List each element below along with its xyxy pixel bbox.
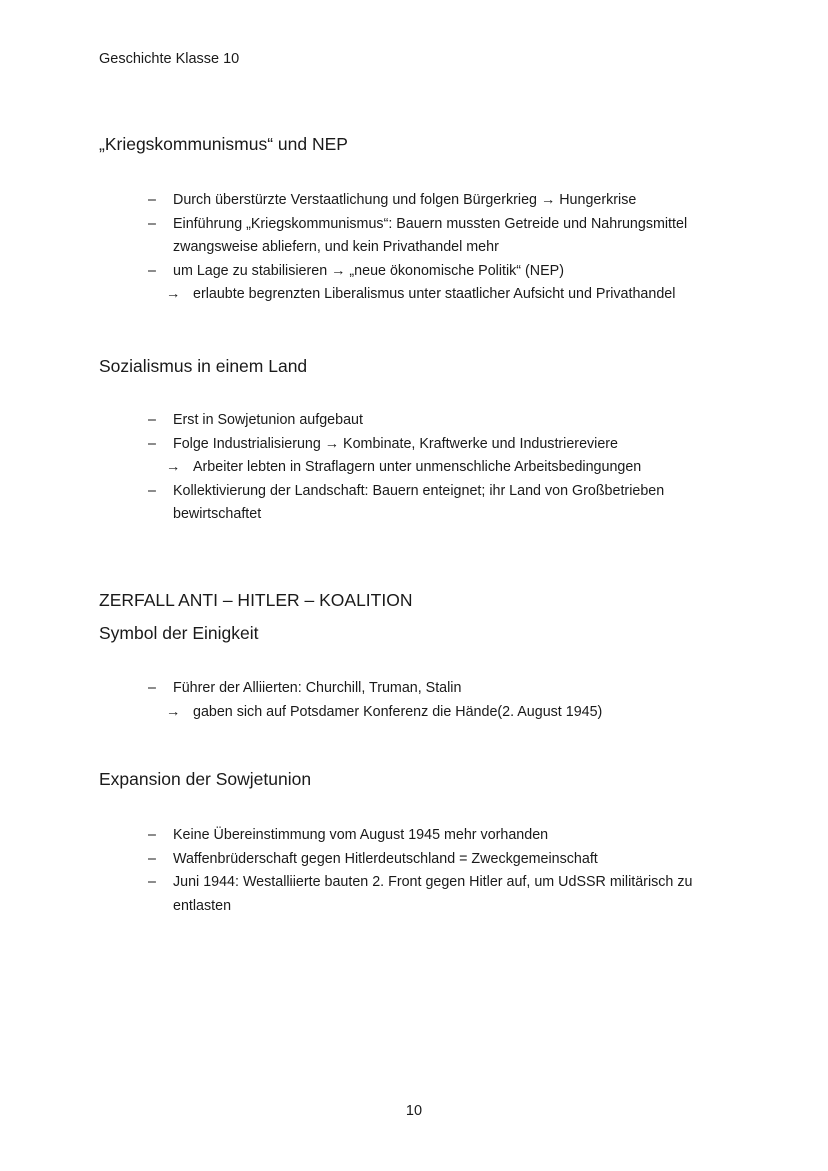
dash-bullet-icon: –	[148, 874, 156, 890]
dash-bullet-icon: –	[148, 850, 156, 867]
dash-bullet-icon: –	[148, 192, 156, 208]
section-kriegskommunismus	[99, 133, 749, 307]
section-heading: Sozialismus in einem Land	[99, 356, 308, 376]
list-item-text: erlaubte begrenzten Liberalismus unter staatlicher Aufsicht und Privathandel	[193, 286, 676, 302]
dash-bullet-icon: –	[148, 215, 156, 232]
list-item-text: Führer der Alliierten: Churchill, Truman, Stalin	[173, 680, 462, 696]
bullet-list	[99, 677, 749, 724]
list-item	[99, 677, 749, 701]
list-item	[99, 260, 749, 284]
list-item	[99, 848, 749, 872]
bullet-list	[99, 189, 749, 307]
dash-bullet-icon: –	[148, 412, 156, 428]
bullet-list	[99, 824, 749, 918]
list-item-text: gaben sich auf Potsdamer Konferenz die Hände(2. August 1945)	[193, 703, 603, 720]
list-item-text: Erst in Sowjetunion aufgebaut	[173, 412, 363, 428]
list-item-text: Folge Industrialisierung → Kombinate, Kraftwerke und Industriereviere	[173, 435, 619, 452]
arrow-right-icon: →	[166, 459, 181, 475]
section-zerfall	[99, 589, 749, 724]
list-item	[99, 189, 749, 213]
list-item	[99, 213, 749, 260]
dash-bullet-icon: –	[148, 435, 156, 452]
list-item-text: Kollektivierung der Landschaft: Bauern enteignet; ihr Land von Großbetrieben bewirtschaftet	[173, 482, 665, 522]
list-item-text: um Lage zu stabilisieren → „neue ökonomische Politik“ (NEP)	[173, 262, 564, 279]
list-item-text: Waffenbrüderschaft gegen Hitlerdeutschland = Zweckgemeinschaft	[173, 850, 598, 867]
list-item-text: Keine Übereinstimmung vom August 1945 mehr vorhanden	[173, 827, 549, 843]
list-item	[99, 433, 749, 457]
list-item	[99, 871, 749, 918]
list-item	[99, 701, 749, 725]
page-number: 10	[405, 1103, 423, 1119]
list-item-text: Arbeiter lebten in Straflagern unter unmenschliche Arbeitsbedingungen	[193, 459, 642, 475]
list-item	[99, 409, 749, 433]
dash-bullet-icon: –	[148, 827, 156, 843]
list-item	[99, 824, 749, 848]
list-item-text: Einführung „Kriegskommunismus“: Bauern mussten Getreide und Nahrungsmittel zwangsweise abliefern, und kein Privathandel mehr	[173, 215, 688, 255]
bullet-list	[99, 409, 749, 527]
list-item	[99, 283, 749, 307]
arrow-right-icon: →	[166, 703, 181, 720]
section-sozialismus	[99, 355, 749, 527]
section-heading: Expansion der Sowjetunion	[99, 769, 312, 789]
list-item	[99, 480, 749, 527]
section-expansion	[99, 768, 749, 918]
chapter-title: ZERFALL ANTI – HITLER – KOALITION	[99, 590, 413, 610]
dash-bullet-icon: –	[148, 482, 156, 499]
list-item-text: Juni 1944: Westalliierte bauten 2. Front gegen Hitler auf, um UdSSR militärisch zu entlasten	[173, 874, 693, 914]
section-heading: Symbol der Einigkeit	[99, 623, 259, 643]
list-item-text: Durch überstürzte Verstaatlichung und folgen Bürgerkrieg → Hungerkrise	[173, 192, 637, 208]
list-item	[99, 456, 749, 480]
dash-bullet-icon: –	[148, 262, 156, 279]
section-heading: „Kriegskommunismus“ und NEP	[99, 134, 348, 154]
document-header: Geschichte Klasse 10	[99, 51, 240, 67]
dash-bullet-icon: –	[148, 680, 156, 696]
arrow-right-icon: →	[166, 286, 181, 302]
